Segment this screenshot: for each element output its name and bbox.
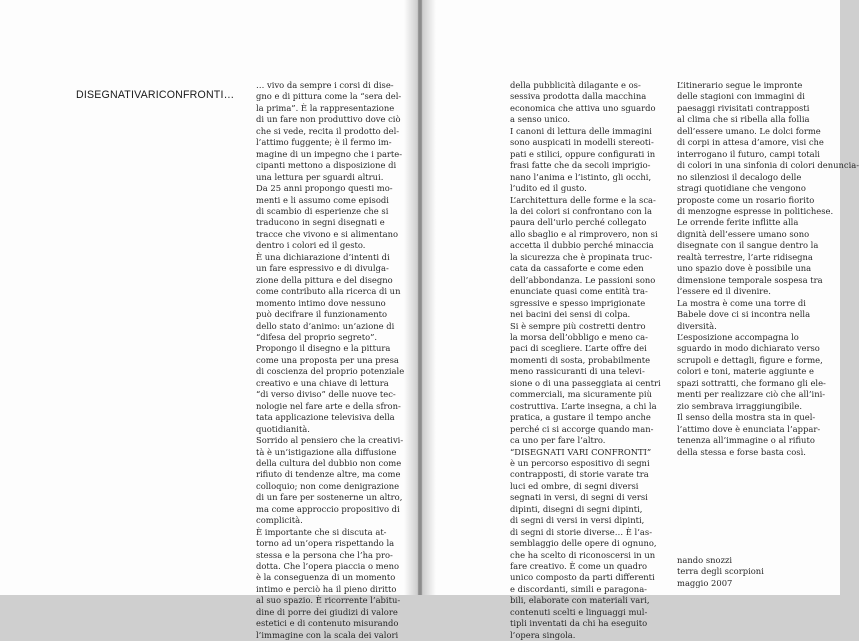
text-line: accetta il dubbio perché minaccia	[510, 240, 654, 251]
text-line: l’immagine con la scala dei valori	[256, 629, 399, 640]
text-line: di segni di versi in versi dipinti,	[510, 515, 645, 526]
text-line: Propongo il disegno e la pittura	[256, 343, 391, 354]
text-line: un fare espressivo e di divulga-	[256, 263, 389, 274]
page-heading: DISEGNATIVARICONFRONTI…	[76, 89, 235, 101]
text-line: sguardo in modo dichiarato verso	[677, 343, 820, 354]
text-line: l’essere ed il divenire.	[677, 286, 771, 297]
text-line: costruttiva. L’arte insegna, a chi la	[510, 400, 657, 411]
text-line: “DISEGNATI VARI CONFRONTI”	[510, 446, 652, 457]
text-line: semblaggio delle opere di ognuno,	[510, 538, 657, 549]
text-line: cata da cassaforte e come eden	[510, 263, 644, 274]
text-line: l’udito ed il gusto.	[510, 183, 587, 194]
text-line: stragi quotidiane che vengono	[677, 183, 806, 194]
text-line: uno spazio dove è possibile una	[677, 263, 812, 274]
text-line: traducono in segni disegnati e	[256, 217, 385, 228]
text-line: dentro i colori ed il gesto.	[256, 240, 366, 251]
text-line: dignità dell’essere umano sono	[677, 228, 810, 239]
text-line: bili, elaborate con materiali vari,	[510, 595, 650, 606]
signature-line: maggio 2007	[677, 577, 733, 588]
text-line: di corpi in attesa d’amore, visi che	[677, 137, 824, 148]
text-line: delle stagioni con immagini di	[677, 91, 805, 102]
text-line: gno e di pittura come la “sera del-	[256, 91, 402, 102]
text-line: “difesa del proprio segreto”.	[256, 331, 378, 342]
text-line: la prima”. È la rappresentazione	[256, 102, 395, 113]
text-column-3	[677, 80, 859, 458]
text-line: scrupoli e dettagli, figure e forme,	[677, 354, 823, 365]
text-line: creativo e una chiave di lettura	[256, 377, 389, 388]
text-line: della stessa e forse basta così.	[677, 446, 806, 457]
text-line: di segni di storie diverse… È l’as-	[510, 526, 653, 537]
text-line: che ha scelto di riconoscersi in un	[510, 549, 656, 560]
text-line: L’itinerario segue le impronte	[677, 80, 803, 90]
text-line: sessiva prodotta dalla macchina	[510, 91, 647, 102]
text-line: e discordanti, simili e paragona-	[510, 583, 648, 594]
text-line: Le orrende ferite inflitte alla	[677, 217, 799, 228]
text-line: I canoni di lettura delle immagini	[510, 125, 652, 136]
text-line: può decifrare il funzionamento	[256, 309, 387, 320]
text-line: proposte come un rosario fiorito	[677, 194, 815, 205]
text-line: Si è sempre più costretti dentro	[510, 320, 646, 331]
text-line: sione o di una passeggiata ai centri	[510, 377, 661, 388]
text-line: “di verso diviso” delle nuove tec-	[256, 389, 396, 400]
text-line: Babele dove ci si incontra nella	[677, 309, 811, 320]
text-line: dine di porre dei giudizi di valore	[256, 606, 398, 617]
text-line: spazi sottratti, che formano gli ele-	[677, 377, 826, 388]
text-line: frasi fatte che da secoli imprigio-	[510, 160, 651, 171]
text-line: colloquio; non come denigrazione	[256, 480, 400, 491]
text-line: come contributo alla ricerca di un	[256, 286, 401, 297]
text-line: magine di un impegno che i parte-	[256, 148, 403, 159]
text-line: È una dichiarazione d’intenti di	[256, 251, 390, 262]
text-line: nologie nel fare arte e della sfron-	[256, 400, 401, 411]
text-line: … vivo da sempre i corsi di dise-	[256, 80, 394, 90]
text-line: la dei colori si confrontano con la	[510, 205, 653, 216]
text-line: segnati in versi, di segni di versi	[510, 492, 648, 503]
signature-line: nando snozzi	[677, 555, 733, 565]
text-line: economica che attiva uno sguardo	[510, 102, 656, 113]
text-line: tipli inventati da chi ha eseguito	[510, 618, 648, 629]
text-line: ca uno per fare l’altro.	[510, 435, 606, 446]
text-line: di un fare per sostenerne un altro,	[256, 492, 403, 503]
text-line: è un percorso espositivo di segni	[510, 457, 650, 468]
text-line: no silenziosi il decalogo delle	[677, 171, 802, 182]
text-line: paesaggi rivisitati contrapposti	[677, 102, 810, 113]
text-line: complicità.	[256, 515, 303, 526]
text-line: di coscienza del proprio potenziale	[256, 366, 405, 377]
text-line: l’opera singola.	[510, 629, 576, 640]
text-line: enunciate quasi come entità tra-	[510, 286, 648, 297]
text-line: paci di scegliere. L’arte offre dei	[510, 343, 647, 354]
text-line: tracce che vivono e si alimentano	[256, 228, 399, 239]
text-line: quotidianità.	[256, 423, 310, 434]
text-line: di colori in una sinfonia di colori denuncia-	[677, 160, 859, 171]
text-line: di scambio di esperienze che si	[256, 205, 389, 216]
text-line: contrapposti, di storie varate tra	[510, 469, 649, 480]
text-column-1	[256, 80, 404, 641]
text-line: che si vede, recita il prodotto del-	[256, 125, 400, 136]
text-line: della pubblicità dilagante e os-	[510, 80, 641, 90]
text-line: di menzogne espresse in politichese.	[677, 205, 834, 216]
text-line: Il senso della mostra sta in quel-	[677, 412, 816, 423]
text-line: stessa e la persona che l’ha pro-	[256, 549, 393, 560]
text-line: commerciali, ma sicuramente più	[510, 389, 652, 400]
text-line: al clima che si ribella alla follia	[677, 114, 810, 125]
text-line: nano l’anima e l’istinto, gli occhi,	[510, 171, 652, 182]
text-line: Sorrido al pensiero che la creativi-	[256, 435, 404, 446]
text-line: al suo spazio. È ricorrente l’abitu-	[256, 595, 401, 606]
text-line: disegnate con il sangue dentro la	[677, 240, 819, 251]
text-line: sgressive e spesso imprigionate	[510, 297, 646, 308]
text-line: pratica, a gustare il tempo anche	[510, 412, 651, 423]
text-line: La mostra è come una torre di	[677, 297, 806, 308]
text-line: pati e stilici, oppure configurati in	[510, 148, 656, 159]
text-line: tenenza all’immagine o al rifiuto	[677, 435, 815, 446]
text-line: della cultura del dubbio non come	[256, 457, 402, 468]
text-line: l’attimo fuggente; è il fermo im-	[256, 137, 392, 148]
text-line: È importante che si discuta at-	[256, 526, 387, 537]
text-line: L’esposizione accompagna lo	[677, 331, 799, 342]
text-line: dell’abbondanza. Le passioni sono	[510, 274, 656, 285]
text-line: tata applicazione televisiva della	[256, 412, 395, 423]
text-line: tà è un’istigazione alla diffusione	[256, 446, 397, 457]
text-line: dotta. Che l’opera piaccia o meno	[256, 561, 400, 572]
text-line: cipanti mettono a disposizione di	[256, 160, 397, 171]
text-line: meno rassicuranti di una televi-	[510, 366, 645, 377]
text-line: ma come approccio propositivo di	[256, 503, 400, 514]
text-line: l’attimo dove è enunciata l’appar-	[677, 423, 821, 434]
text-line: dell’essere umano. Le dolci forme	[677, 125, 821, 136]
text-line: perché ci si accorge quando man-	[510, 423, 654, 434]
text-line: paura dell’urlo perché collegato	[510, 217, 647, 228]
text-line: estetici e di contenuto misurando	[256, 618, 399, 629]
text-line: zio sembrava irraggiungibile.	[677, 400, 802, 411]
text-line: realtà terrestre, l’arte ridisegna	[677, 251, 813, 262]
text-line: a senso unico.	[510, 114, 571, 125]
text-line: di un fare non produttivo dove ciò	[256, 114, 401, 125]
signature-line: terra degli scorpioni	[677, 566, 764, 577]
text-line: sono auspicati in modelli stereoti-	[510, 137, 654, 148]
text-line: unico composto da parti differenti	[510, 572, 655, 583]
text-line: interrogano il futuro, campi totali	[677, 148, 820, 159]
text-line: dello stato d’animo: un’azione di	[256, 320, 395, 331]
text-line: luci ed ombre, di segni diversi	[510, 480, 639, 491]
text-line: contenuti scelti e linguaggi mul-	[510, 606, 648, 617]
text-line: momenti di sosta, probabilmente	[510, 354, 651, 365]
signature-block	[677, 555, 764, 589]
text-line: diversità.	[677, 320, 717, 331]
text-line: allo sbaglio e al rimprovero, non si	[510, 228, 658, 239]
text-line: menti per realizzare ciò che all’ini-	[677, 389, 826, 400]
text-line: Da 25 anni propongo questi mo-	[256, 183, 393, 194]
text-line: la sicurezza che è propinata truc-	[510, 251, 653, 262]
text-line: colori e toni, materie aggiunte e	[677, 366, 814, 377]
text-line: fare creativo. È come un quadro	[510, 561, 648, 572]
text-line: una lettura per sguardi altrui.	[256, 171, 384, 182]
text-line: dimensione temporale sospesa tra	[677, 274, 823, 285]
text-line: come una proposta per una presa	[256, 354, 399, 365]
text-line: torno ad un’opera rispettando la	[256, 538, 395, 549]
text-line: zione della pittura e del disegno	[256, 274, 393, 285]
text-line: L’architettura delle forme e la sca-	[510, 194, 656, 205]
text-column-2	[510, 80, 661, 641]
text-line: è la conseguenza di un momento	[256, 572, 396, 583]
text-line: dipinti, disegni di segni dipinti,	[510, 503, 643, 514]
text-line: rifiuto di tendenze altre, ma come	[256, 469, 401, 480]
text-line: nei bacini dei sensi di colpa.	[510, 309, 631, 320]
text-line: menti e li assumo come episodi	[256, 194, 389, 205]
text-line: la morsa dell’obbligo e meno ca-	[510, 331, 648, 342]
text-line: intimo e perciò ha il pieno diritto	[256, 583, 397, 594]
text-line: momento intimo dove nessuno	[256, 297, 386, 308]
